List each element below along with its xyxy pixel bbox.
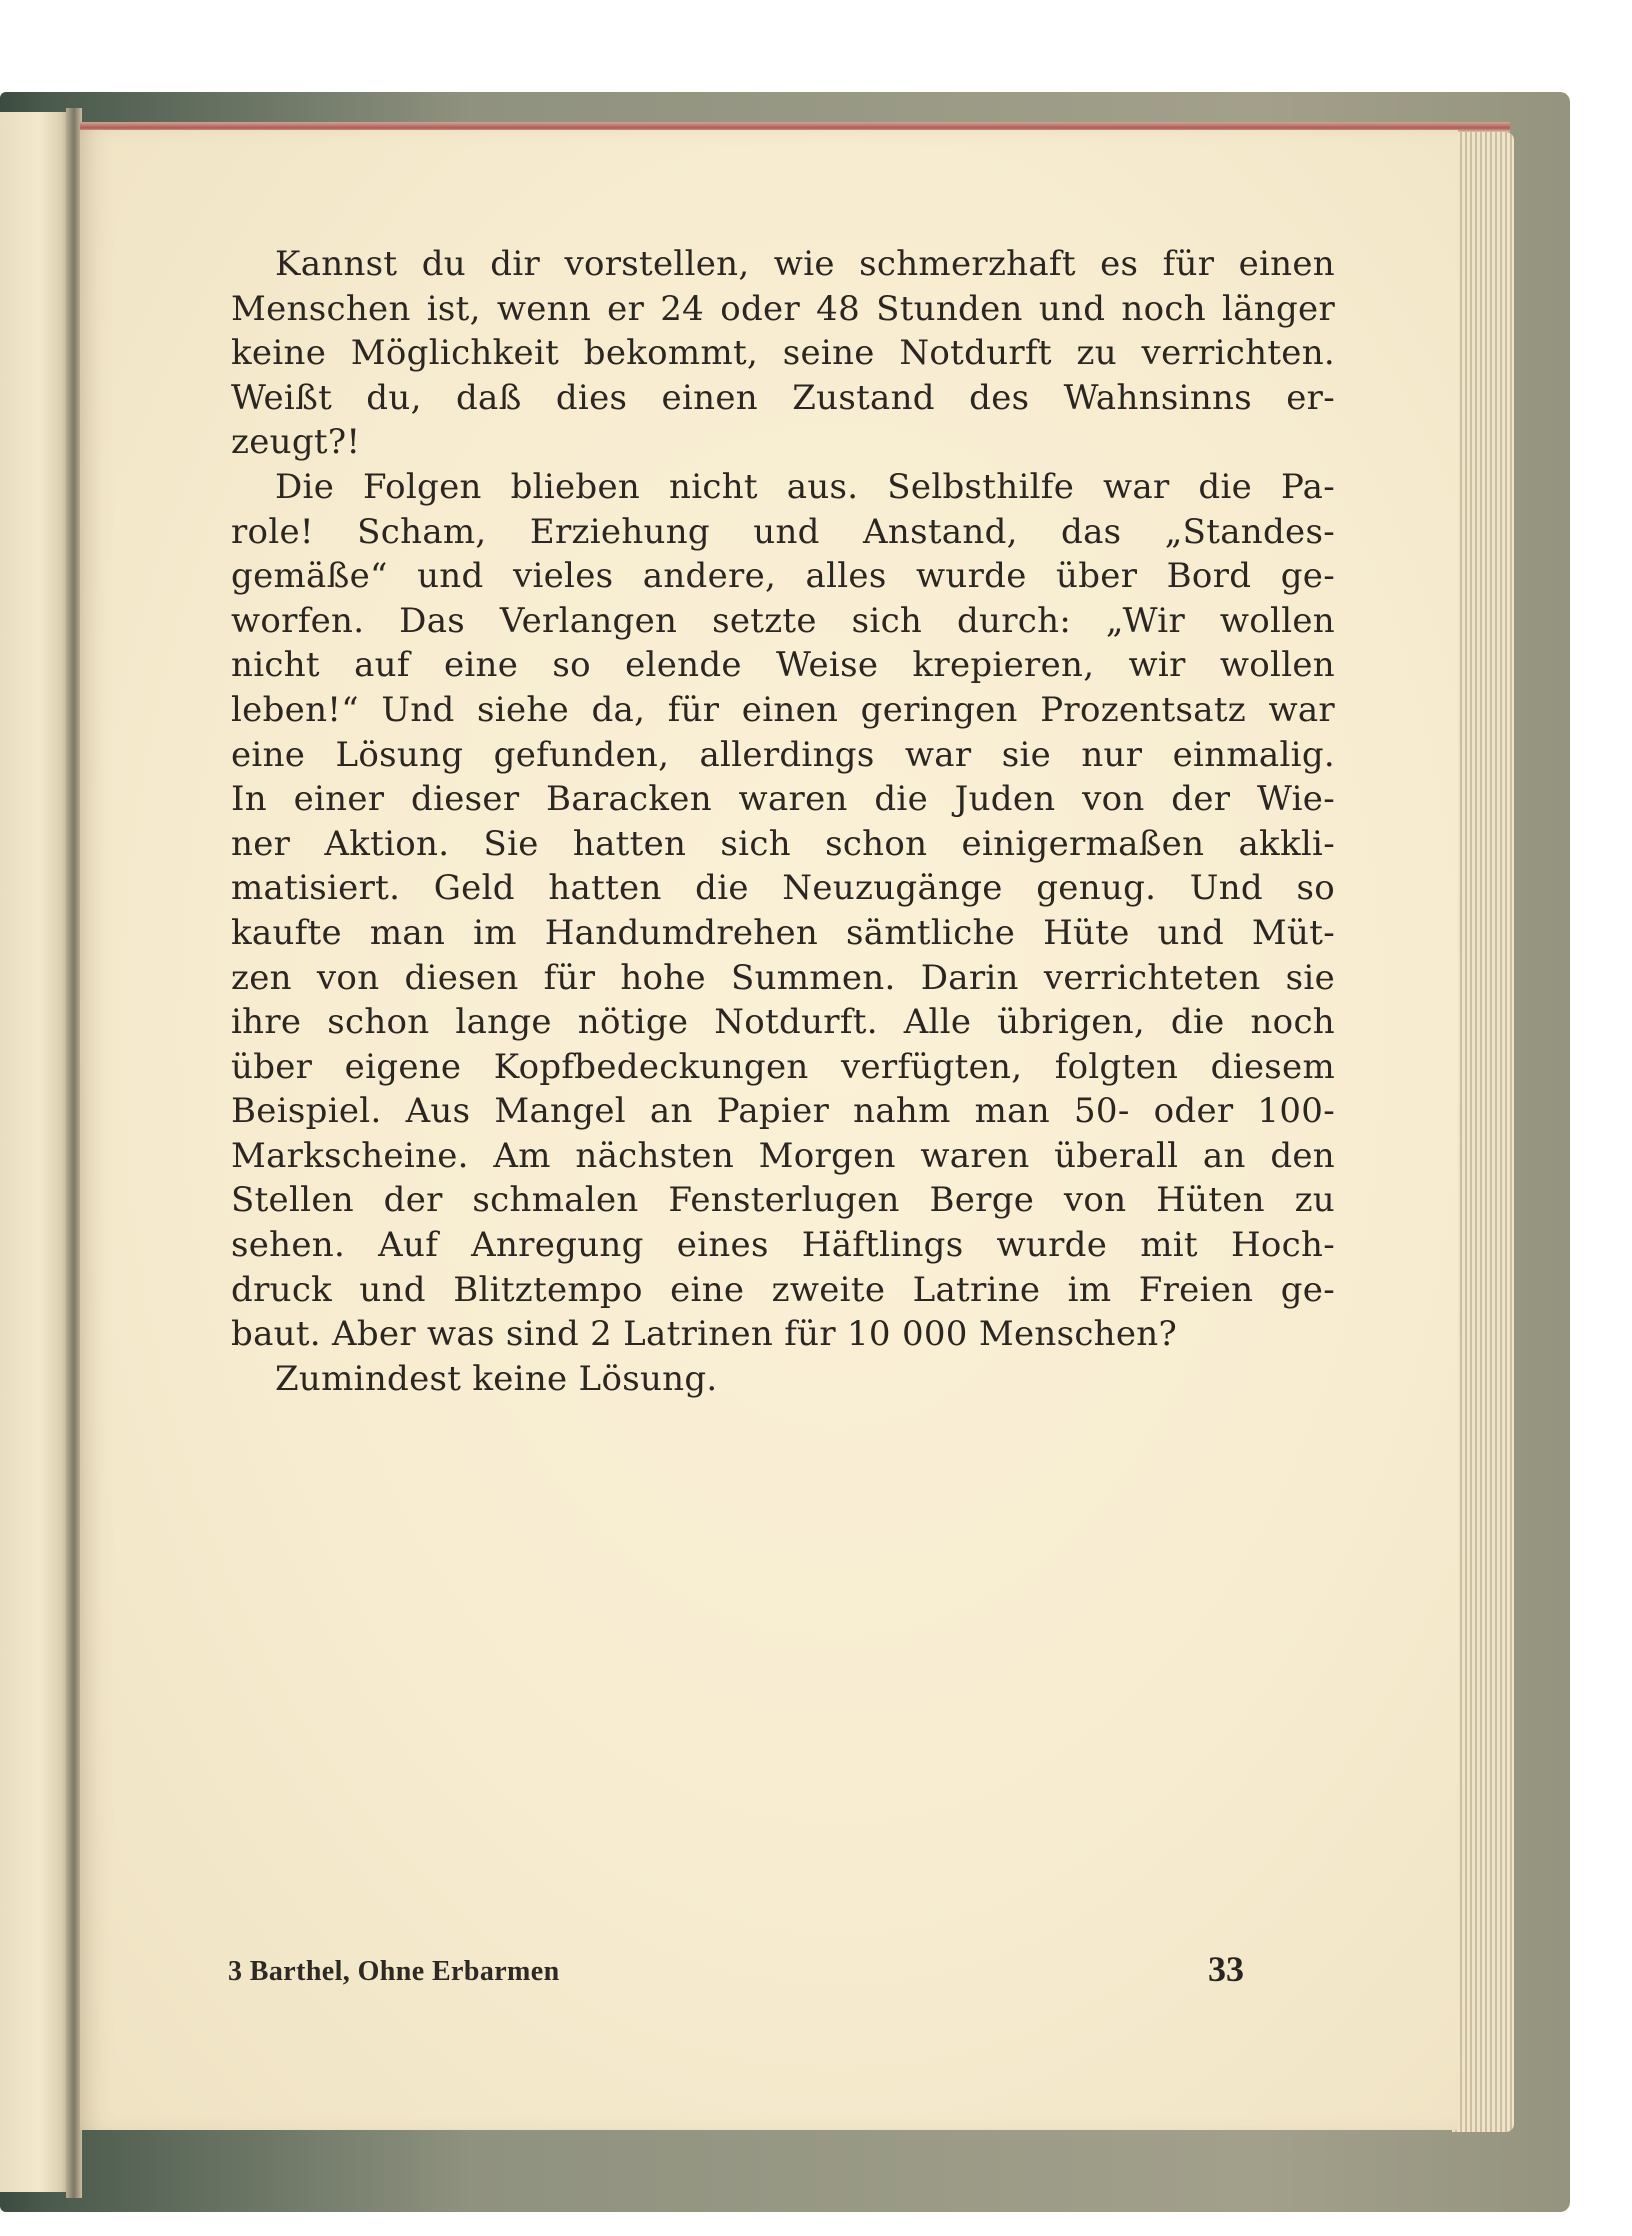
text-line: keine Möglichkeit bekommt, seine Notdurft zu verrichten. (231, 333, 1335, 374)
text-line: In einer dieser Baracken waren die Juden von der Wie- (231, 779, 1335, 820)
text-line: role! Scham, Erziehung und Anstand, das „Standes- (231, 511, 1335, 552)
text-line: Kannst du dir vorstellen, wie schmerzhaft es für einen (275, 244, 1335, 284)
text-line: matisiert. Geld hatten die Neuzugänge genug. Und so (231, 868, 1335, 909)
text-line: ihre schon lange nötige Notdurft. Alle übrigen, die noch (231, 1002, 1335, 1043)
signature-line: 3 Barthel, Ohne Erbarmen (228, 1956, 560, 1987)
text-line: eine Lösung gefunden, allerdings war sie nur einmalig. (231, 734, 1335, 775)
text-line: Zumindest keine Lösung. (275, 1358, 718, 1399)
text-line: sehen. Auf Anregung eines Häftlings wurde mit Hoch- (231, 1225, 1335, 1266)
left-page-edge (0, 112, 72, 2192)
text-line: zen von diesen für hohe Summen. Darin verrichteten sie (231, 957, 1335, 998)
text-line: zeugt?! (231, 422, 361, 463)
text-line: Markscheine. Am nächsten Morgen waren überall an den (231, 1135, 1335, 1176)
text-line: Beispiel. Aus Mangel an Papier nahm man 50- oder 100- (231, 1091, 1335, 1132)
text-line: leben!“ Und siehe da, für einen geringen Prozentsatz war (231, 689, 1335, 730)
text-line: nicht auf eine so elende Weise krepieren, wir wollen (231, 645, 1335, 686)
page-number: 33 (1208, 1949, 1244, 1989)
text-line: kaufte man im Handumdrehen sämtliche Hüte und Müt- (231, 912, 1335, 953)
text-line: über eigene Kopfbedeckungen verfügten, folgten diesem (231, 1046, 1335, 1087)
text-line: baut. Aber was sind 2 Latrinen für 10 000 Menschen? (231, 1314, 1178, 1355)
body-text (231, 242, 1335, 1401)
book-page (80, 130, 1458, 2130)
text-line: worfen. Das Verlangen setzte sich durch: „Wir wollen (231, 600, 1335, 641)
text-line: Stellen der schmalen Fensterlugen Berge von Hüten zu (231, 1180, 1335, 1221)
text-line: druck und Blitztempo eine zweite Latrine im Freien ge- (231, 1269, 1335, 1310)
text-line: ner Aktion. Sie hatten sich schon einigermaßen akkli- (231, 823, 1335, 864)
page-edges (1452, 132, 1514, 2132)
text-line: gemäße“ und vieles andere, alles wurde über Bord ge- (231, 556, 1335, 597)
text-line: Menschen ist, wenn er 24 oder 48 Stunden und noch länger (231, 288, 1335, 329)
text-line: Weißt du, daß dies einen Zustand des Wahnsinns er- (231, 377, 1335, 418)
text-line: Die Folgen blieben nicht aus. Selbsthilfe war die Pa- (275, 466, 1335, 507)
